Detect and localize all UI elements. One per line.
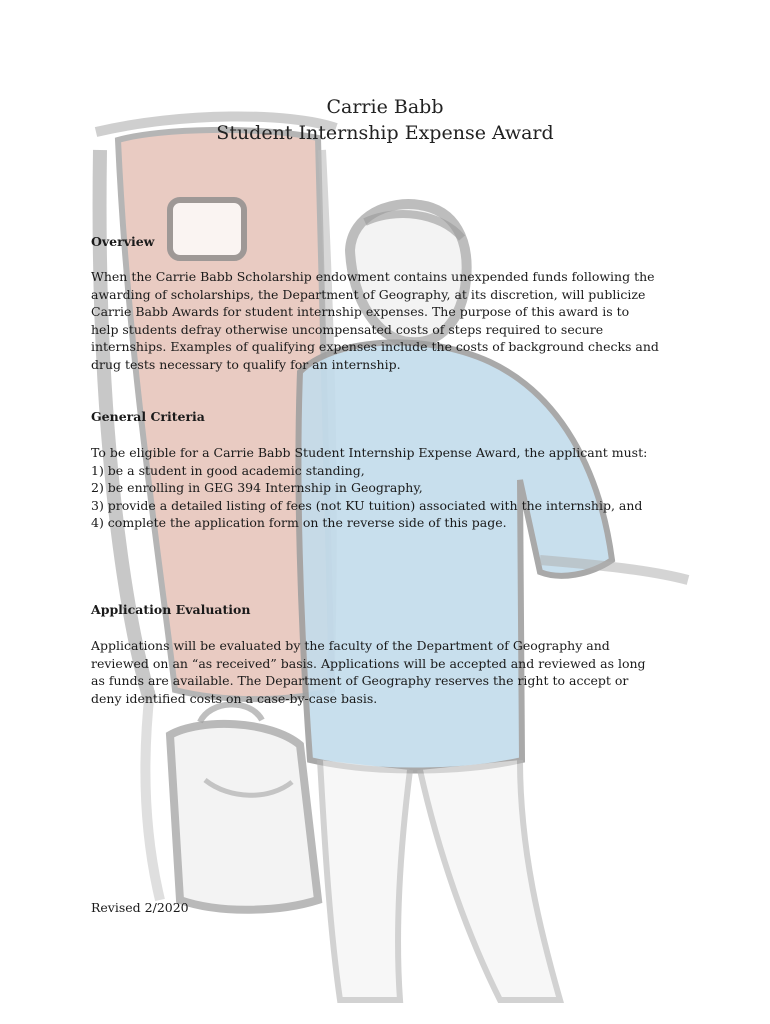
revised-date: Revised 2/2020 [91,900,189,915]
general-criteria-heading: General Criteria [91,409,205,424]
document-title-name: Carrie Babb [326,96,444,118]
document-title-award: Student Internship Expense Award [216,122,554,144]
application-evaluation-paragraph: Applications will be evaluated by the faculty of the Department of Geography and reviewed on an “as received” basis. Applications will be accepted and reviewed as long as funds are available. The Department of Geography reserves the right to accept or deny identified costs on a case-by-case basis. [91,638,646,706]
overview-paragraph: When the Carrie Babb Scholarship endowment contains unexpended funds following the awarding of scholarships, the Department of Geography, at its discretion, will publicize Carrie Babb Awards for student internship expenses. The purpose of this award is to help students defray otherwise uncompensated costs of steps required to secure internships. Examples of qualifying expenses include the costs of background checks and drug tests necessary to qualify for an internship. [91,269,659,372]
general-criteria-paragraph: To be eligible for a Carrie Babb Student Internship Expense Award, the applicant must: 1) be a student in good academic standing, 2) be enrolling in GEG 394 Internship in Geography, 3) provide a detailed listing of fees (not KU tuition) associated with the internship, and 4) complete the application form on the reverse side of this page. [91,445,648,530]
application-evaluation-heading: Application Evaluation [91,602,251,617]
overview-heading: Overview [91,234,155,249]
